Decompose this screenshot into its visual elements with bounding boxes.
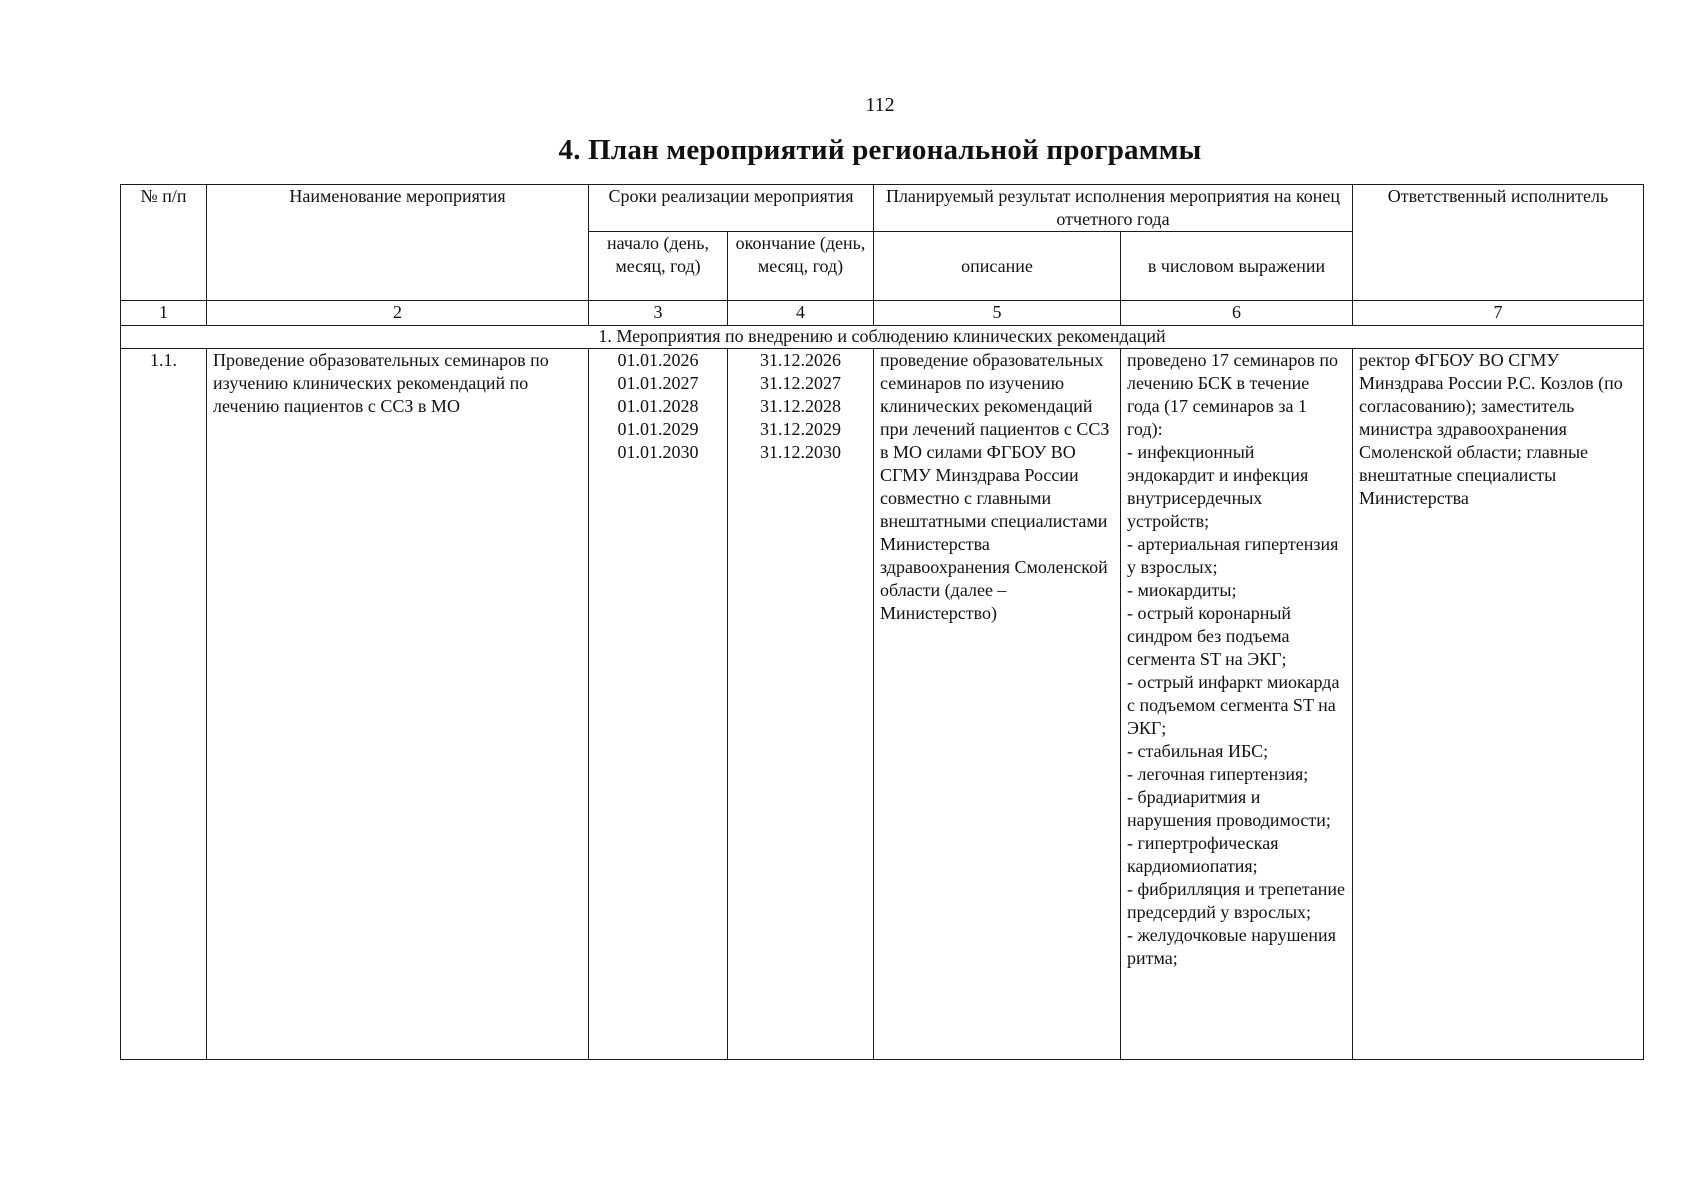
section-title: 1. Мероприятия по внедрению и соблюдению клинических рекомендаций	[121, 326, 1644, 349]
end-date: 31.12.2030	[760, 442, 841, 462]
numeric-line: - легочная гипертензия;	[1127, 764, 1309, 784]
header-description: описание	[874, 232, 1121, 301]
header-name: Наименование мероприятия	[207, 185, 589, 301]
numeric-line: проведено 17 семинаров по лечению БСК в течение года (17 семинаров за 1 год):	[1127, 350, 1339, 439]
numeric-line: - острый инфаркт миокарда с подъемом сегмента ST на ЭКГ;	[1127, 672, 1340, 738]
end-date: 31.12.2028	[760, 396, 841, 416]
start-date: 01.01.2027	[617, 373, 699, 393]
plan-table	[120, 184, 1644, 1060]
column-number: 4	[728, 301, 874, 326]
result-numeric	[1121, 349, 1353, 1060]
start-date: 01.01.2026	[617, 350, 699, 370]
start-date: 01.01.2029	[617, 419, 699, 439]
column-number: 7	[1353, 301, 1644, 326]
header-start: начало (день, месяц, год)	[589, 232, 728, 301]
column-number: 1	[121, 301, 207, 326]
numeric-line: - инфекционный эндокардит и инфекция внутрисердечных устройств;	[1127, 442, 1309, 531]
column-number: 3	[589, 301, 728, 326]
start-date: 01.01.2030	[617, 442, 699, 462]
end-date: 31.12.2026	[760, 350, 841, 370]
numeric-line: - стабильная ИБС;	[1127, 741, 1269, 761]
numeric-line: - артериальная гипертензия у взрослых;	[1127, 534, 1339, 577]
numeric-line: - брадиаритмия и нарушения проводимости;	[1127, 787, 1331, 830]
numeric-line: - желудочковые нарушения ритма;	[1127, 925, 1336, 968]
column-number: 5	[874, 301, 1121, 326]
table-row	[121, 349, 1644, 1060]
start-date: 01.01.2028	[617, 396, 699, 416]
header-terms: Сроки реализации мероприятия	[589, 185, 874, 232]
column-number: 2	[207, 301, 589, 326]
end-date: 31.12.2029	[760, 419, 841, 439]
page-number: 112	[865, 94, 895, 116]
numeric-line: - гипертрофическая кардиомиопатия;	[1127, 833, 1279, 876]
row-number: 1.1.	[121, 349, 207, 1060]
end-date: 31.12.2027	[760, 373, 841, 393]
result-description: проведение образовательных семинаров по изучению клинических рекомендаций при лечений пациентов с ССЗ в МО силами ФГБОУ ВО СГМУ Минздрава России совместно с главными внештатными специалистами Министерства здравоохранения Смоленской области (далее – Министерство)	[874, 349, 1121, 1060]
activity-name: Проведение образовательных семинаров по изучению клинических рекомендаций по лечению пациентов с ССЗ в МО	[207, 349, 589, 1060]
header-numeric: в числовом выражении	[1121, 232, 1353, 301]
end-dates	[728, 349, 874, 1060]
start-dates	[589, 349, 728, 1060]
header-responsible: Ответственный исполнитель	[1353, 185, 1644, 301]
document-title: 4. План мероприятий региональной программы	[558, 134, 1202, 166]
responsible-executor: ректор ФГБОУ ВО СГМУ Минздрава России Р.С. Козлов (по согласованию); заместитель министра здравоохранения Смоленской области; главные внештатные специалисты Министерства	[1353, 349, 1644, 1060]
numeric-line: - острый коронарный синдром без подъема сегмента ST на ЭКГ;	[1127, 603, 1292, 669]
header-end: окончание (день, месяц, год)	[728, 232, 874, 301]
header-num: № п/п	[121, 185, 207, 301]
header-result: Планируемый результат исполнения мероприятия на конец отчетного года	[874, 185, 1353, 232]
numeric-line: - миокардиты;	[1127, 580, 1237, 600]
numeric-line: - фибрилляция и трепетание предсердий у взрослых;	[1127, 879, 1346, 922]
column-number: 6	[1121, 301, 1353, 326]
